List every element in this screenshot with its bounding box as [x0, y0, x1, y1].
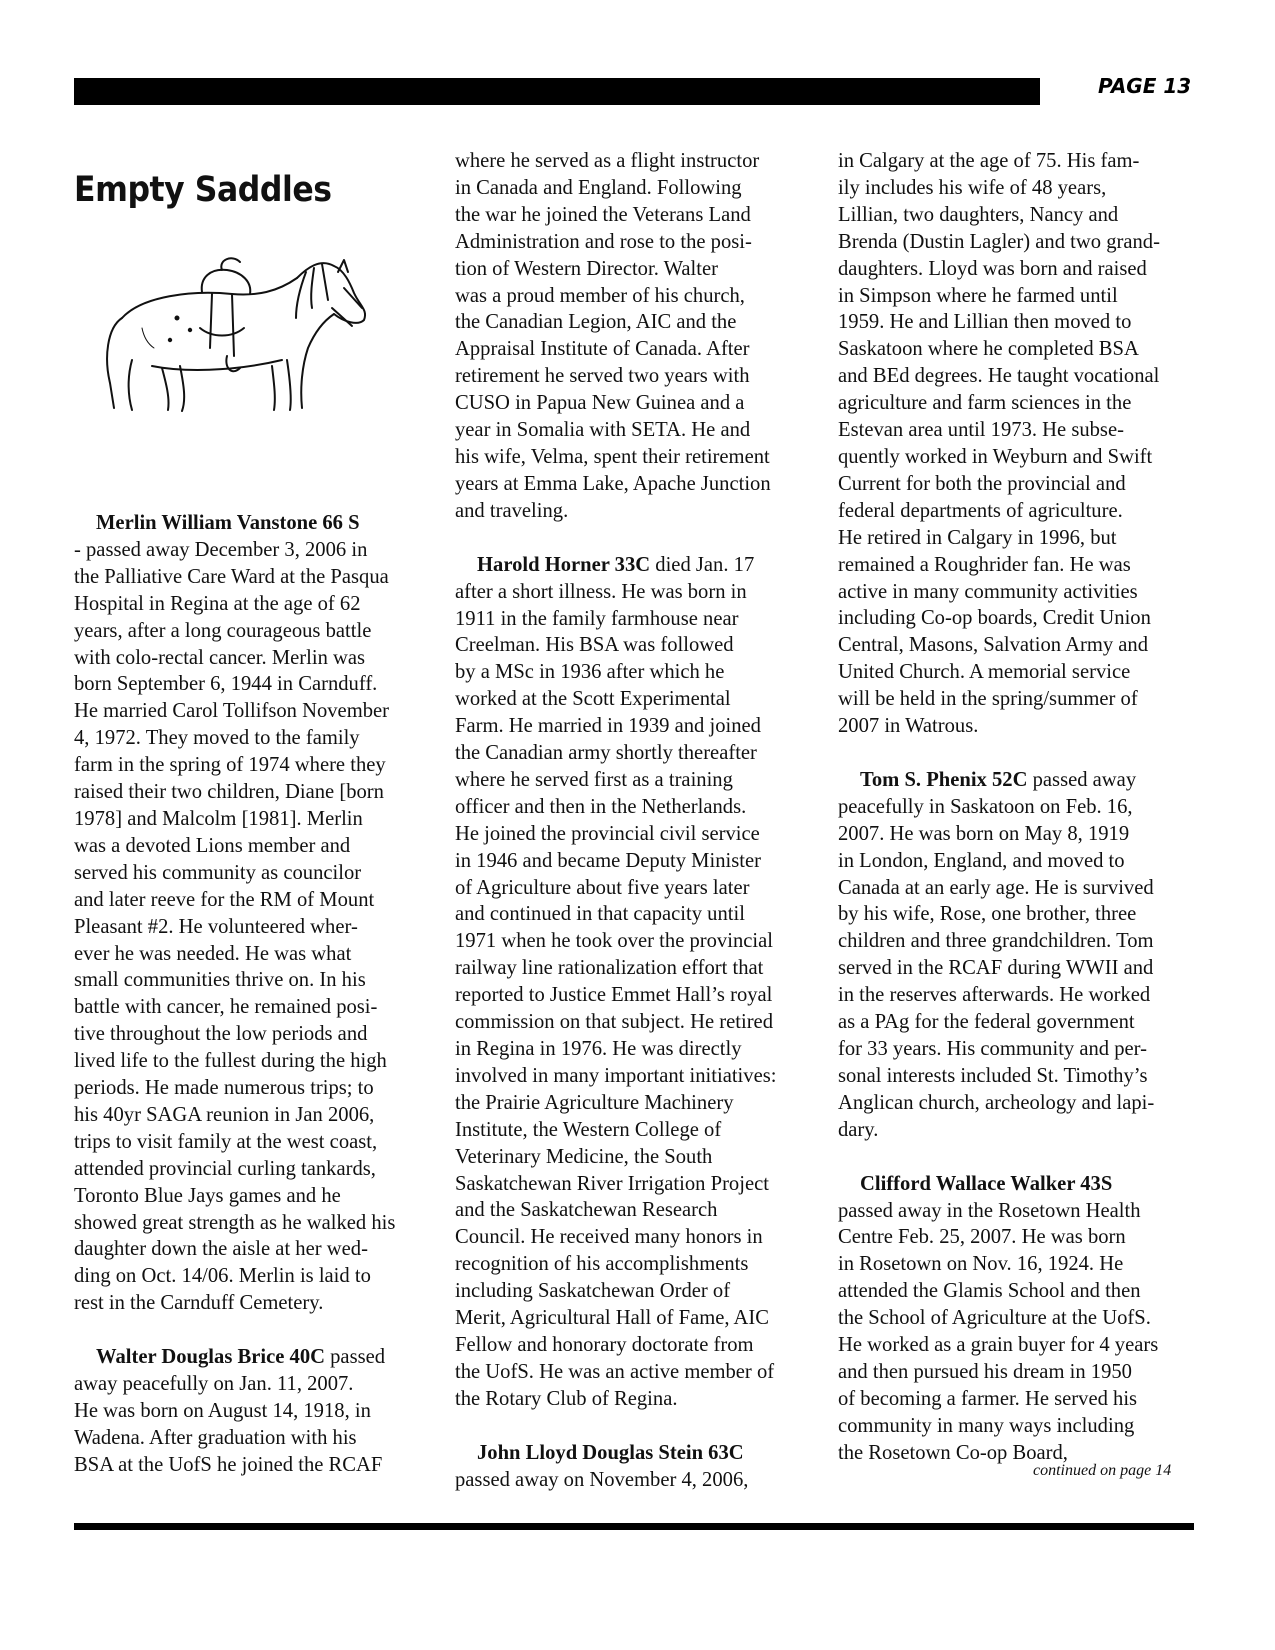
article-column-1 — [74, 510, 430, 1479]
line-text: in the reserves afterwards. He worked — [838, 984, 1151, 1007]
text-line — [455, 794, 819, 821]
line-text: Council. He received many honors in — [455, 1226, 763, 1249]
line-text: ding on Oct. 14/06. Merlin is laid to — [74, 1265, 371, 1288]
text-line — [455, 498, 819, 525]
text-line — [455, 229, 819, 256]
text-line — [838, 1198, 1202, 1225]
text-line — [838, 1036, 1202, 1063]
text-line — [455, 1090, 819, 1117]
text-line — [74, 806, 430, 833]
text-line — [74, 725, 430, 752]
line-text: of becoming a farmer. He served his — [838, 1387, 1138, 1410]
line-text: will be held in the spring/summer of — [838, 688, 1138, 711]
text-line — [838, 283, 1202, 310]
page-number: PAGE 13 — [1098, 74, 1192, 98]
text-line — [838, 175, 1202, 202]
line-text: He worked as a grain buyer for 4 years — [838, 1334, 1159, 1357]
line-text: He married Carol Tollifson November — [74, 700, 390, 723]
line-text: trips to visit family at the west coast, — [74, 1130, 378, 1153]
line-text: dary. — [838, 1118, 879, 1141]
text-line — [74, 967, 430, 994]
text-line — [838, 1413, 1202, 1440]
text-line — [838, 1117, 1202, 1144]
text-line — [74, 1398, 430, 1425]
text-line — [838, 1305, 1202, 1332]
text-line — [74, 618, 430, 645]
text-line — [838, 928, 1202, 955]
line-text: He was born on August 14, 1918, in — [74, 1400, 371, 1422]
text-line — [455, 471, 819, 498]
text-line — [838, 336, 1202, 363]
text-line — [74, 1210, 430, 1237]
line-text: in London, England, and moved to — [838, 849, 1125, 872]
text-line — [455, 1224, 819, 1251]
line-text: Saskatchewan River Irrigation Project — [455, 1172, 769, 1195]
line-text: in 1946 and became Deputy Minister — [455, 849, 761, 872]
line-text: and BEd degrees. He taught vocational — [838, 365, 1160, 388]
line-text: officer and then in the Netherlands. — [455, 795, 747, 818]
text-line — [838, 1386, 1202, 1413]
line-text: where he served as a flight instructor — [455, 150, 760, 172]
line-text: Current for both the provincial and — [838, 472, 1126, 495]
line-text: in Calgary at the age of 75. His fam- — [838, 150, 1140, 172]
line-text: involved in many important initiatives: — [455, 1064, 777, 1087]
line-text: by his wife, Rose, one brother, three — [838, 903, 1137, 926]
line-text: - passed away December 3, 2006 in — [74, 538, 368, 561]
line-text: Canada at an early age. He is survived — [838, 876, 1154, 899]
line-text: in Rosetown on Nov. 16, 1924. He — [838, 1253, 1124, 1276]
text-line — [455, 686, 819, 713]
text-line — [455, 1197, 819, 1224]
line-text: worked at the Scott Experimental — [455, 688, 731, 711]
line-text: ever he was needed. He was what — [74, 942, 352, 965]
text-line — [455, 1144, 819, 1171]
text-line — [74, 1371, 430, 1398]
article-column-2 — [455, 148, 819, 1494]
line-text: He retired in Calgary in 1996, but — [838, 526, 1117, 549]
text-line — [838, 901, 1202, 928]
line-text: Institute, the Western College of — [455, 1118, 722, 1141]
text-line — [838, 1224, 1202, 1251]
line-text: Centre Feb. 25, 2007. He was born — [838, 1226, 1126, 1249]
line-text: for 33 years. His community and per- — [838, 1038, 1147, 1060]
line-text: with colo-rectal cancer. Merlin was — [74, 646, 366, 669]
text-line — [74, 779, 430, 806]
header-bar — [74, 78, 1040, 105]
line-text: Lillian, two daughters, Nancy and — [838, 203, 1119, 226]
line-text: and continued in that capacity until — [455, 903, 745, 926]
line-text: Estevan area until 1973. He subse- — [838, 419, 1124, 442]
line-text: Central, Masons, Salvation Army and — [838, 634, 1149, 657]
line-text: where he served first as a training — [455, 768, 733, 791]
line-text: Wadena. After graduation with his — [74, 1426, 357, 1449]
text-line — [455, 1359, 819, 1386]
line-text: served in the RCAF during WWII and — [838, 957, 1154, 980]
text-line — [455, 148, 819, 175]
line-text: years at Emma Lake, Apache Junction — [455, 472, 771, 495]
obituary-name: Walter Douglas Brice 40C — [96, 1346, 325, 1369]
line-text: attended the Glamis School and then — [838, 1280, 1141, 1303]
text-line — [74, 1048, 430, 1075]
line-text: his 40yr SAGA reunion in Jan 2006, — [74, 1103, 375, 1126]
text-line — [455, 1332, 819, 1359]
text-line — [838, 1063, 1202, 1090]
text-line — [74, 537, 430, 564]
text-line — [455, 875, 819, 902]
line-text: died Jan. 17 — [650, 553, 755, 576]
text-line — [838, 148, 1202, 175]
text-line — [838, 1009, 1202, 1036]
line-text: children and three grandchildren. Tom — [838, 930, 1154, 953]
line-text: Brenda (Dustin Lagler) and two grand- — [838, 230, 1160, 253]
line-text: active in many community activities — [838, 580, 1138, 603]
line-text: community in many ways including — [838, 1414, 1135, 1437]
line-text: passed away on November 4, 2006, — [455, 1468, 749, 1491]
line-text: BSA at the UofS he joined the RCAF — [74, 1453, 383, 1476]
text-line — [455, 417, 819, 444]
line-text: reported to Justice Emmet Hall’s royal — [455, 984, 773, 1007]
text-line — [455, 336, 819, 363]
text-line — [838, 1090, 1202, 1117]
text-line — [838, 525, 1202, 552]
text-line — [838, 444, 1202, 471]
line-text: rest in the Carnduff Cemetery. — [74, 1292, 324, 1315]
line-text: and later reeve for the RM of Mount — [74, 888, 375, 911]
text-line — [74, 1290, 430, 1317]
obituary-name: Clifford Wallace Walker 43S — [860, 1172, 1113, 1195]
text-line — [74, 1075, 430, 1102]
obituary-name: Tom S. Phenix 52C — [860, 768, 1028, 791]
text-line — [455, 1171, 819, 1198]
line-text: in Regina in 1976. He was directly — [455, 1038, 742, 1060]
text-line — [838, 229, 1202, 256]
line-text: away peacefully on Jan. 11, 2007. — [74, 1373, 354, 1396]
text-line — [455, 767, 819, 794]
line-text: ily includes his wife of 48 years, — [838, 176, 1107, 199]
line-text: in Simpson where he farmed until — [838, 284, 1118, 307]
line-text: Veterinary Medicine, the South — [455, 1145, 713, 1168]
text-line — [455, 632, 819, 659]
text-line — [74, 1183, 430, 1210]
line-text: the Rosetown Co-op Board, — [838, 1441, 1068, 1464]
text-line — [838, 1332, 1202, 1359]
text-line — [455, 579, 819, 606]
text-line — [838, 955, 1202, 982]
line-text: including Co-op boards, Credit Union — [838, 607, 1151, 630]
line-text: was a devoted Lions member and — [74, 834, 351, 857]
text-line — [838, 471, 1202, 498]
line-text: daughter down the aisle at her wed- — [74, 1238, 368, 1261]
line-text: lived life to the fullest during the high — [74, 1050, 387, 1073]
line-text: his wife, Velma, spent their retirement — [455, 445, 770, 468]
text-line — [838, 390, 1202, 417]
text-line — [74, 1425, 430, 1452]
text-line — [74, 941, 430, 968]
line-text: after a short illness. He was born in — [455, 580, 747, 603]
line-text: attended provincial curling tankards, — [74, 1157, 376, 1180]
line-text: 1911 in the family farmhouse near — [455, 607, 739, 630]
line-text: 2007 in Watrous. — [838, 715, 979, 738]
text-line — [455, 848, 819, 875]
line-text: small communities thrive on. In his — [74, 969, 366, 992]
text-line — [74, 591, 430, 618]
line-text: the Prairie Agriculture Machinery — [455, 1091, 734, 1114]
line-text: passed — [324, 1346, 386, 1369]
line-text: Pleasant #2. He volunteered wher- — [74, 915, 358, 938]
text-line — [455, 256, 819, 283]
line-text: of Agriculture about five years later — [455, 876, 750, 899]
text-line — [74, 887, 430, 914]
line-text: 1971 when he took over the provincial — [455, 930, 773, 953]
line-text: 1959. He and Lillian then moved to — [838, 311, 1132, 334]
text-line — [74, 1102, 430, 1129]
line-text: and traveling. — [455, 499, 569, 522]
text-line — [455, 606, 819, 633]
text-line — [455, 175, 819, 202]
text-line — [74, 1236, 430, 1263]
text-line — [838, 848, 1202, 875]
text-line — [455, 1386, 819, 1413]
line-text: sonal interests included St. Timothy’s — [838, 1064, 1148, 1087]
line-text: year in Somalia with SETA. He and — [455, 419, 751, 442]
text-line — [74, 914, 430, 941]
text-line — [838, 1359, 1202, 1386]
line-text: Saskatoon where he completed BSA — [838, 338, 1139, 361]
text-line — [455, 363, 819, 390]
line-text: as a PAg for the federal government — [838, 1011, 1135, 1034]
text-line — [838, 309, 1202, 336]
text-line — [455, 928, 819, 955]
text-line — [74, 860, 430, 887]
line-text: quently worked in Weyburn and Swift — [838, 445, 1153, 468]
text-line — [455, 740, 819, 767]
line-text: was a proud member of his church, — [455, 284, 745, 307]
text-line — [838, 1251, 1202, 1278]
line-text: 1978] and Malcolm [1981]. Merlin — [74, 807, 363, 830]
line-text: the Rotary Club of Regina. — [455, 1387, 678, 1410]
line-text: in Canada and England. Following — [455, 176, 742, 199]
line-text: United Church. A memorial service — [838, 661, 1131, 684]
text-line — [455, 659, 819, 686]
line-text: by a MSc in 1936 after which he — [455, 661, 725, 684]
text-line — [74, 671, 430, 698]
line-text: the war he joined the Veterans Land — [455, 203, 751, 226]
line-text: served his community as councilor — [74, 861, 362, 884]
line-text: recognition of his accomplishments — [455, 1253, 749, 1276]
obituary-heading-line — [74, 510, 430, 537]
line-text: CUSO in Papua New Guinea and a — [455, 392, 745, 415]
text-line — [455, 1251, 819, 1278]
text-line — [74, 752, 430, 779]
text-line — [455, 1467, 819, 1494]
text-line — [74, 1021, 430, 1048]
line-text: the UofS. He was an active member of — [455, 1360, 775, 1383]
line-text: retirement he served two years with — [455, 365, 750, 388]
obituary-heading-line — [838, 767, 1202, 794]
line-text: raised their two children, Diane [born — [74, 781, 384, 804]
line-text: Farm. He married in 1939 and joined — [455, 715, 761, 738]
line-text: passed away in the Rosetown Health — [838, 1199, 1141, 1222]
text-line — [838, 202, 1202, 229]
line-text: Merit, Agricultural Hall of Fame, AIC — [455, 1307, 769, 1330]
line-text: passed away — [1027, 768, 1137, 791]
saddled-horse-illustration — [82, 248, 392, 413]
obituary-name: Harold Horner 33C — [477, 553, 651, 576]
text-line — [838, 605, 1202, 632]
obituary-heading-line — [74, 1344, 430, 1371]
line-text: 2007. He was born on May 8, 1919 — [838, 822, 1130, 845]
line-text: peacefully in Saskatoon on Feb. 16, — [838, 795, 1133, 818]
text-line — [74, 994, 430, 1021]
line-text: Anglican church, archeology and lapi- — [838, 1091, 1155, 1114]
text-line — [838, 659, 1202, 686]
line-text: tive throughout the low periods and — [74, 1023, 368, 1046]
line-text: daughters. Lloyd was born and raised — [838, 257, 1147, 280]
line-text: periods. He made numerous trips; to — [74, 1077, 374, 1100]
text-line — [455, 1036, 819, 1063]
line-text: showed great strength as he walked his — [74, 1211, 396, 1234]
line-text: 4, 1972. They moved to the family — [74, 727, 360, 750]
text-line — [838, 875, 1202, 902]
text-line — [455, 1009, 819, 1036]
line-text: tion of Western Director. Walter — [455, 257, 718, 280]
line-text: battle with cancer, he remained posi- — [74, 996, 378, 1019]
text-line — [74, 1263, 430, 1290]
line-text: and then pursued his dream in 1950 — [838, 1360, 1132, 1383]
text-line — [455, 1117, 819, 1144]
text-line — [74, 564, 430, 591]
line-text: federal departments of agriculture. — [838, 499, 1123, 522]
text-line — [455, 202, 819, 229]
obituary-heading-line — [455, 1440, 819, 1467]
line-text: the School of Agriculture at the UofS. — [838, 1307, 1151, 1330]
text-line — [838, 552, 1202, 579]
obituary-heading-line — [838, 1171, 1202, 1198]
text-line — [455, 444, 819, 471]
line-text: the Palliative Care Ward at the Pasqua — [74, 565, 389, 588]
line-text: farm in the spring of 1974 where they — [74, 754, 386, 777]
text-line — [838, 256, 1202, 283]
line-text: including Saskatchewan Order of — [455, 1280, 731, 1303]
text-line — [838, 417, 1202, 444]
text-line — [838, 579, 1202, 606]
line-text: born September 6, 1944 in Carnduff. — [74, 673, 378, 696]
line-text: and the Saskatchewan Research — [455, 1199, 718, 1222]
text-line — [838, 794, 1202, 821]
text-line — [838, 632, 1202, 659]
text-line — [455, 283, 819, 310]
text-line — [455, 1305, 819, 1332]
continued-note: continued on page 14 — [1033, 1462, 1172, 1479]
obituary-name: Merlin William Vanstone 66 S — [96, 512, 360, 534]
obituary-heading-line — [455, 552, 819, 579]
text-line — [74, 698, 430, 725]
text-line — [455, 390, 819, 417]
text-line — [838, 821, 1202, 848]
text-line — [838, 686, 1202, 713]
text-line — [455, 713, 819, 740]
text-line — [74, 1156, 430, 1183]
text-line — [74, 833, 430, 860]
text-line — [74, 645, 430, 672]
text-line — [838, 982, 1202, 1009]
line-text: agriculture and farm sciences in the — [838, 392, 1132, 415]
line-text: Hospital in Regina at the age of 62 — [74, 592, 361, 615]
line-text: Administration and rose to the posi- — [455, 230, 752, 253]
line-text: Appraisal Institute of Canada. After — [455, 338, 750, 361]
line-text: the Canadian Legion, AIC and the — [455, 311, 737, 334]
line-text: Toronto Blue Jays games and he — [74, 1184, 341, 1207]
line-text: remained a Roughrider fan. He was — [838, 553, 1131, 576]
text-line — [838, 498, 1202, 525]
line-text: the Canadian army shortly thereafter — [455, 742, 757, 765]
line-text: commission on that subject. He retired — [455, 1011, 773, 1034]
section-title: Empty Saddles — [74, 170, 332, 210]
text-line — [838, 713, 1202, 740]
line-text: Creelman. His BSA was followed — [455, 634, 734, 657]
text-line — [455, 901, 819, 928]
line-text: railway line rationalization effort that — [455, 957, 764, 980]
line-text: years, after a long courageous battle — [74, 619, 372, 642]
article-column-3 — [838, 148, 1202, 1467]
text-line — [455, 982, 819, 1009]
text-line — [455, 1063, 819, 1090]
text-line — [838, 363, 1202, 390]
text-line — [838, 1278, 1202, 1305]
line-text: Fellow and honorary doctorate from — [455, 1333, 754, 1356]
text-line — [74, 1452, 430, 1479]
text-line — [455, 955, 819, 982]
text-line — [455, 309, 819, 336]
obituary-name: John Lloyd Douglas Stein 63C — [477, 1441, 744, 1464]
line-text: He joined the provincial civil service — [455, 822, 760, 845]
text-line — [455, 1278, 819, 1305]
text-line — [74, 1129, 430, 1156]
footer-rule — [74, 1523, 1194, 1530]
text-line — [455, 821, 819, 848]
